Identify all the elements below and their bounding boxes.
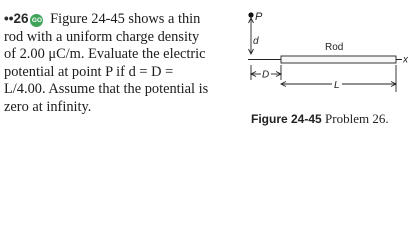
- problem-text-line: of 2.00 μC/m. Evaluate the electric: [4, 46, 206, 62]
- problem-number: ••26: [4, 11, 29, 26]
- problem-text-line: zero at infinity.: [4, 98, 92, 115]
- point-p-label: P: [255, 11, 263, 23]
- problem-text-line: potential at point P if d = D =: [4, 63, 174, 80]
- rod-label: Rod: [325, 42, 344, 53]
- problem-text: [4, 10, 240, 116]
- figure-caption-label: Figure 24-45: [251, 112, 322, 126]
- problem-text-line: L/4.00. Assume that the potential is: [4, 81, 209, 97]
- problem-text-line: rod with a uniform charge density: [4, 28, 200, 45]
- distance-d-label: d: [253, 36, 259, 47]
- go-badge-icon: GO: [30, 14, 43, 27]
- dimension-l-label: L: [334, 80, 340, 91]
- figure-caption-title: Problem 26.: [325, 111, 389, 126]
- x-axis-label: x: [403, 54, 408, 66]
- problem-text-line: Figure 24-45 shows a thin: [50, 11, 201, 27]
- dimension-d-label: D: [262, 69, 270, 81]
- rod: [281, 56, 396, 63]
- problem-line-1: [4, 10, 240, 29]
- figure-caption: [251, 111, 389, 127]
- point-p-dot: [248, 12, 253, 17]
- figure-diagram: [242, 0, 412, 155]
